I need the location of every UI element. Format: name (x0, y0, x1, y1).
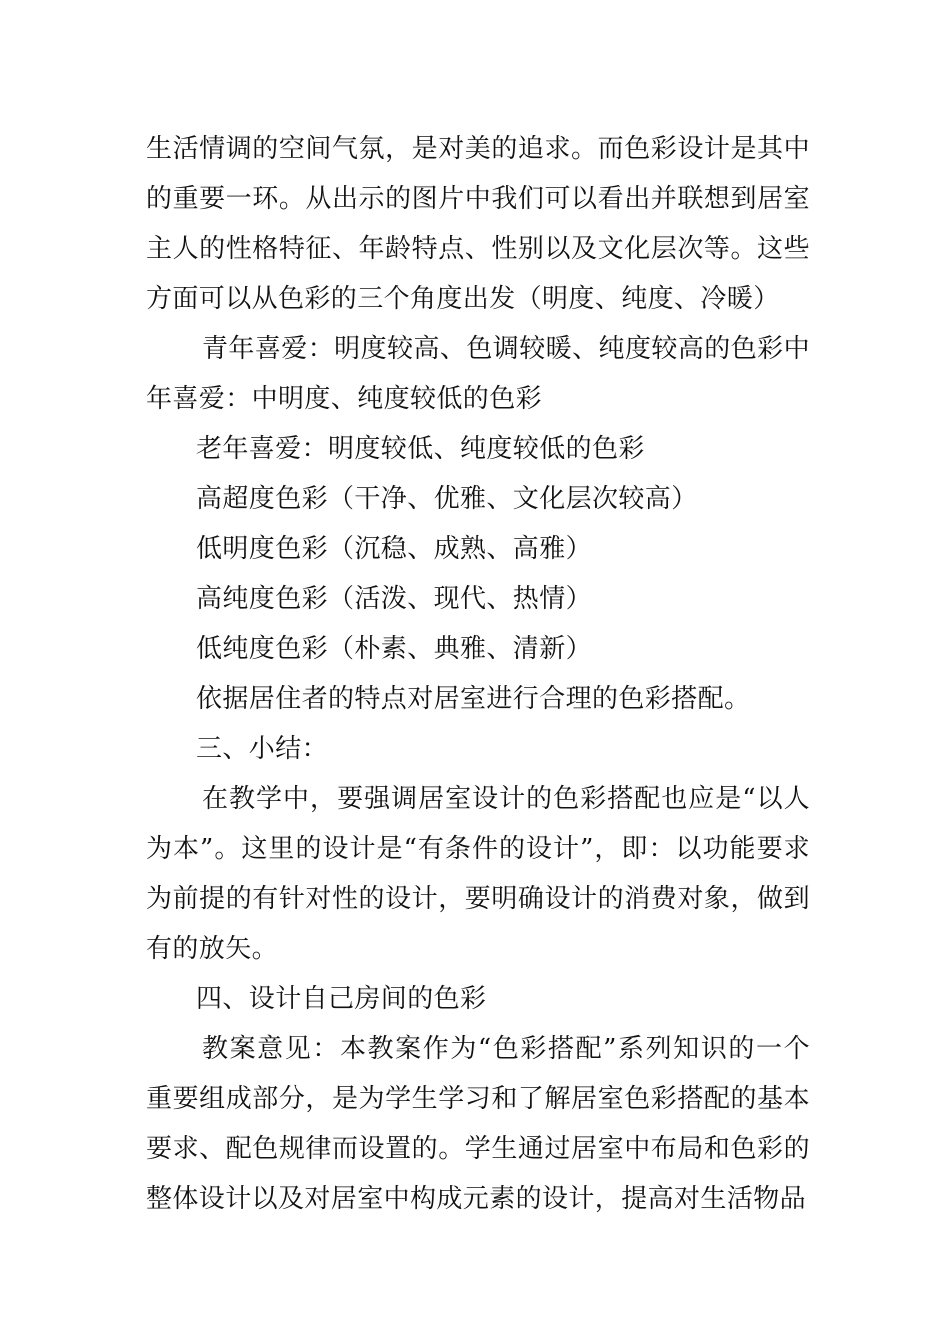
document-body (146, 124, 810, 1224)
paragraph-high-purity-color: 高纯度色彩（活泼、现代、热情） (196, 584, 593, 614)
section-heading-design-own-room: 四、设计自己房间的色彩 (196, 984, 487, 1014)
paragraph-high-brightness-color: 高超度色彩（干净、优雅、文化层次较高） (196, 484, 698, 514)
paragraph-teaching-plan-comments: 教案意见：本教案作为“色彩搭配”系列知识的一个重要组成部分，是为学生学习和了解居室色彩搭配的基本要求、配色规律而设置的。学生通过居室中布局和色彩的整体设计以及对居室中构成元素的设计，提高对生活物品 (146, 1034, 810, 1214)
paragraph-reasonable-color-matching: 依据居住者的特点对居室进行合理的色彩搭配。 (196, 684, 751, 714)
section-heading-summary: 三、小结： (196, 734, 329, 764)
paragraph-elderly-preference: 老年喜爱：明度较低、纯度较低的色彩 (196, 434, 645, 464)
paragraph-summary-body: 在教学中，要强调居室设计的色彩搭配也应是“以人为本”。这里的设计是“有条件的设计”，即：以功能要求为前提的有针对性的设计，要明确设计的消费对象，做到有的放矢。 (146, 784, 810, 964)
paragraph-low-purity-color: 低纯度色彩（朴素、典雅、清新） (196, 634, 593, 664)
paragraph-room-atmosphere: 生活情调的空间气氛，是对美的追求。而色彩设计是其中的重要一环。从出示的图片中我们可以看出并联想到居室主人的性格特征、年龄特点、性别以及文化层次等。这些方面可以从色彩的三个角度出发（明度、纯度、冷暖） (146, 134, 810, 314)
paragraph-low-brightness-color: 低明度色彩（沉稳、成熟、高雅） (196, 534, 593, 564)
paragraph-youth-middle-age-preference: 青年喜爱：明度较高、色调较暖、纯度较高的色彩中年喜爱：中明度、纯度较低的色彩 (146, 334, 810, 414)
